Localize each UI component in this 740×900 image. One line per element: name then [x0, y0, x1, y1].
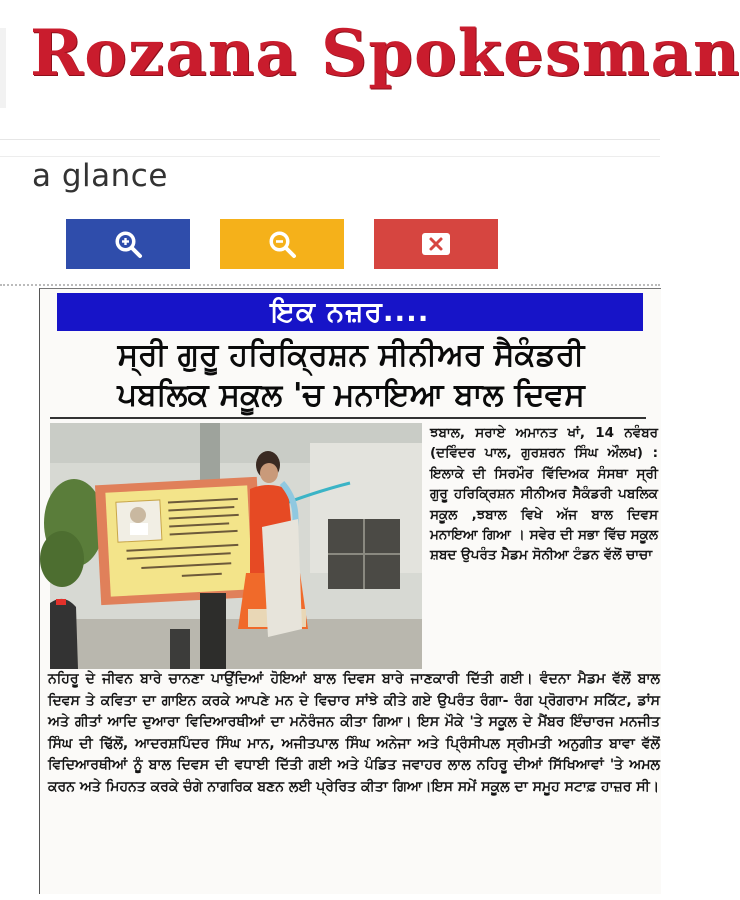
masthead-edge	[0, 28, 6, 108]
page-title: a glance	[32, 158, 168, 194]
close-button[interactable]	[374, 219, 498, 269]
masthead	[0, 0, 740, 140]
site-logo[interactable]: Rozana Spokesman	[30, 16, 740, 91]
zoom-out-icon	[267, 229, 297, 259]
article-headline	[46, 335, 656, 415]
article-clipping	[39, 288, 661, 894]
article-body-text: ਨਹਿਰੂ ਦੇ ਜੀਵਨ ਬਾਰੇ ਚਾਨਣਾ ਪਾਉਂਦਿਆਂ ਹੋਇਆਂ ਬਾਲ ਦਿਵਸ ਬਾਰੇ ਜਾਣਕਾਰੀ ਦਿੱਤੀ ਗਈ। ਵੰਦਨਾ ਮੈਡਮ ਵੱਲੋਂ ਬਾਲ ਦਿਵਸ ਤੇ ਕਵਿਤਾ ਦਾ ਗਾਇਨ ਕਰਕੇ ਆਪਣੇ ਮਨ ਦੇ ਵਿਚਾਰ ਸਾਂਝੇ ਕੀਤੇ ਗਏ ਉਪਰੰਤ ਰੰਗਾ- ਰੰਗ ਪ੍ਰੋਗਰਾਮ ਸਕਿੱਟ, ਡਾਂਸ ਅਤੇ ਗੀਤਾਂ ਆਦਿ ਦੁਆਰਾ ਵਿਦਿਆਰਥੀਆਂ ਦਾ ਮਨੋਰੰਜਨ ਕੀਤਾ ਗਿਆ। ਇਸ ਮੌਕੇ 'ਤੇ ਸਕੂਲ ਦੇ ਮੈਂਬਰ ਇੰਚਾਰਜ ਮਨਜੀਤ ਸਿੰਘ ਦੀ ਢਿੱਲੋਂ, ਆਦਰਸ਼ਪਿੰਦਰ ਸਿੰਘ ਮਾਨ, ਅਜੀਤਪਾਲ ਸਿੰਘ ਅਨੇਜਾ ਅਤੇ ਪ੍ਰਿੰਸੀਪਲ ਸ੍ਰੀਮਤੀ ਅਨੁਗੀਤ ਬਾਵਾ ਵੱਲੋਂ ਵਿਦਿਆਰਥੀਆਂ ਨੂੰ ਬਾਲ ਦਿਵਸ ਦੀ ਵਧਾਈ ਦਿੱਤੀ ਗਈ ਅਤੇ ਪੰਡਿਤ ਜਵਾਹਰ ਲਾਲ ਨਹਿਰੂ ਦੀਆਂ ਸਿੱਖਿਆਵਾਂ 'ਤੇ ਅਮਲ ਕਰਨ ਅਤੇ ਮਿਹਨਤ ਕਰਕੇ ਚੰਗੇ ਨਾਗਰਿਕ ਬਣਨ ਲਈ ਪ੍ਰੇਰਿਤ ਕੀਤਾ ਗਿਆ।ਇਸ ਸਮੇਂ ਸਕੂਲ ਦਾ ਸਮੂਹ ਸਟਾਫ਼ ਹਾਜ਼ਰ ਸੀ।	[48, 671, 660, 795]
headline-line-1: ਸ੍ਰੀ ਗੁਰੂ ਹਰਿਕ੍ਰਿਸ਼ਨ ਸੀਨੀਅਰ ਸੈਕੰਡਰੀ	[117, 337, 585, 373]
event-photo-image	[50, 423, 422, 669]
zoom-in-button[interactable]	[66, 219, 190, 269]
headline-rule	[50, 417, 646, 419]
zoom-in-icon	[113, 229, 143, 259]
article-photo	[50, 423, 422, 669]
content-divider	[0, 284, 660, 286]
section-banner: ਇਕ ਨਜ਼ਰ....	[57, 293, 643, 331]
close-icon	[421, 232, 451, 256]
article-intro-text: ਝਬਾਲ, ਸਰਾਏ ਅਮਾਨਤ ਖਾਂ, 14 ਨਵੰਬਰ (ਦਵਿੰਦਰ ਪਾਲ, ਗੁਰਸ਼ਰਨ ਸਿੰਘ ਔਲਖ) : ਇਲਾਕੇ ਦੀ ਸਿਰਮੌਰ ਵਿੱਦਿਅਕ ਸੰਸਥਾ ਸ੍ਰੀ ਗੁਰੂ ਹਰਿਕ੍ਰਿਸ਼ਨ ਸੀਨੀਅਰ ਸੈਕੰਡਰੀ ਪਬਲਿਕ ਸਕੂਲ ,ਝਬਾਲ ਵਿਖੇ ਅੱਜ ਬਾਲ ਦਿਵਸ ਮਨਾਇਆ ਗਿਆ । ਸਵੇਰ ਦੀ ਸਭਾ ਵਿੱਚ ਸਕੂਲ ਸ਼ਬਦ ਉਪਰੰਤ ਮੈਡਮ ਸੋਨੀਆ ਟੰਡਨ ਵੱਲੋਂ ਚਾਚਾ	[430, 425, 658, 564]
zoom-out-button[interactable]	[220, 219, 344, 269]
headline-line-2: ਪਬਲਿਕ ਸਕੂਲ 'ਚ ਮਨਾਇਆ ਬਾਲ ਦਿਵਸ	[117, 377, 585, 413]
